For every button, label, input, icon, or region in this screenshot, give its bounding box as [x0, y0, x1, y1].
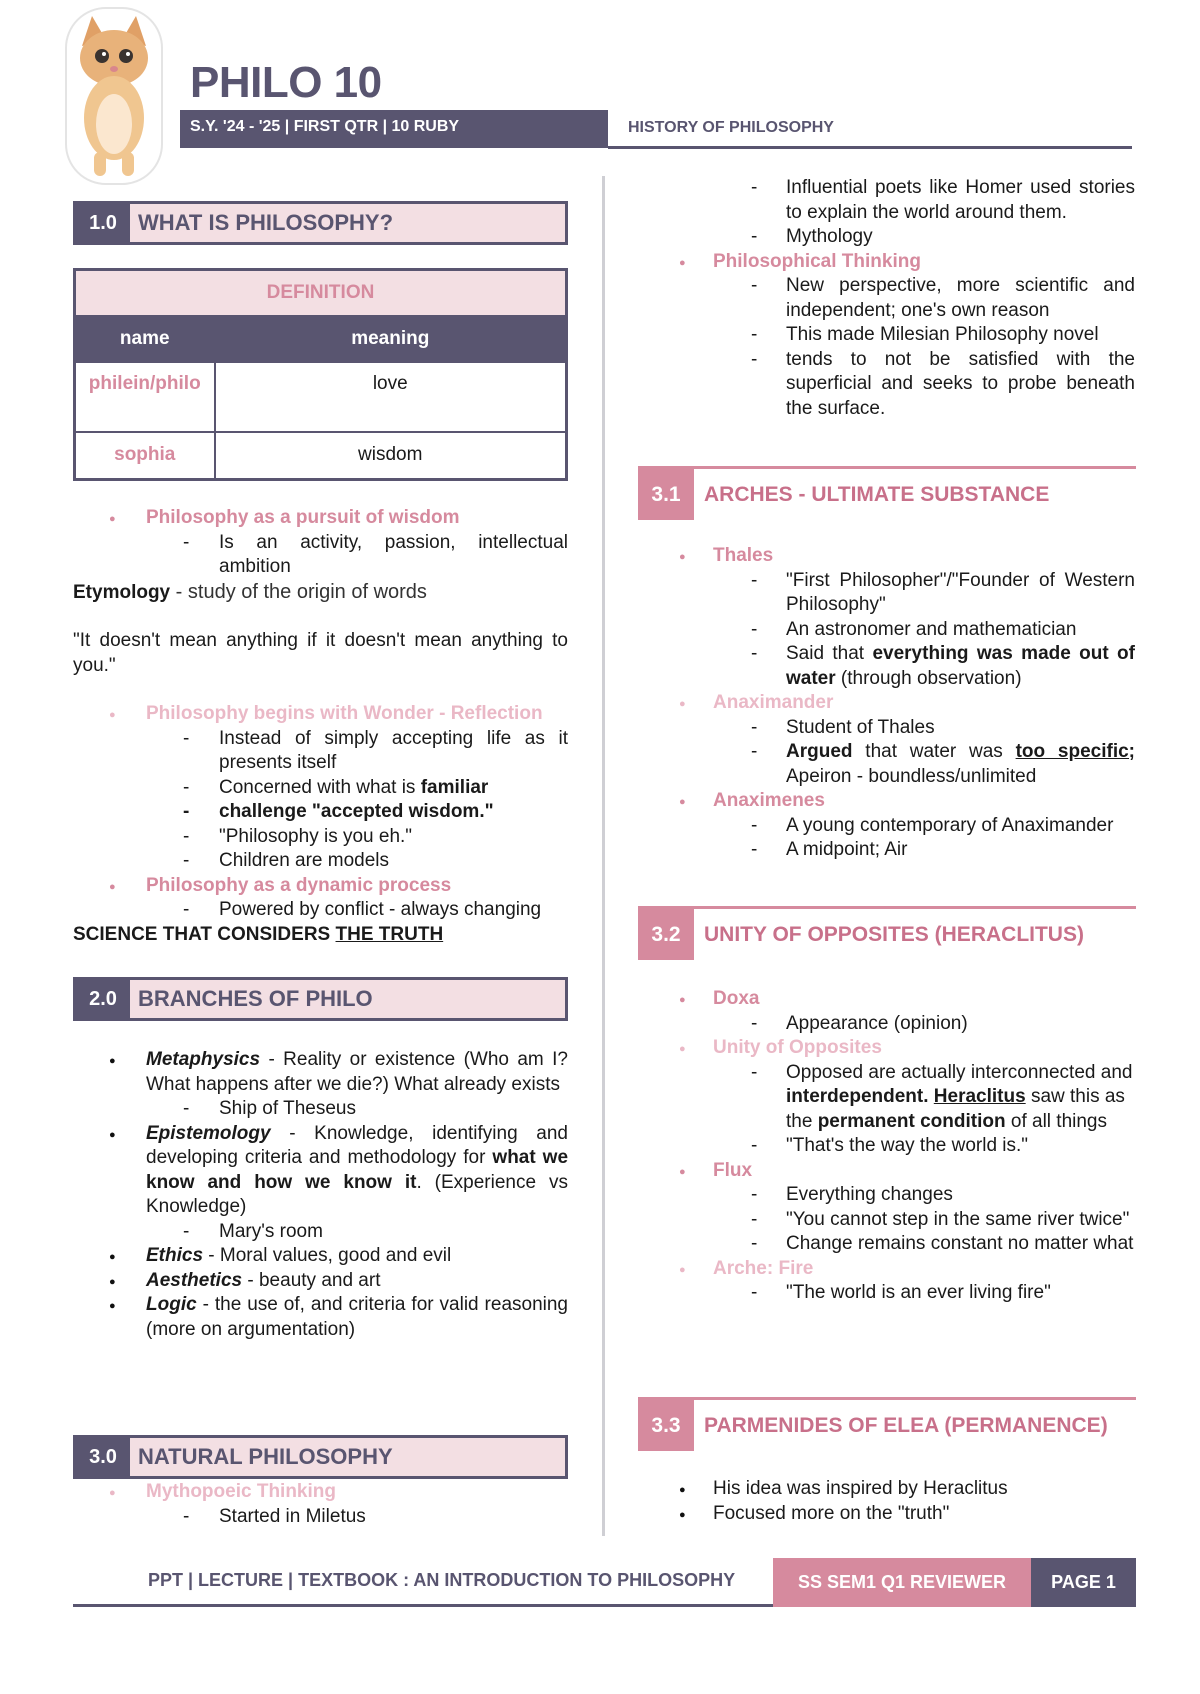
section-number: 3.3 — [638, 1400, 694, 1451]
text-run-bold-underlined: too specific; — [1015, 741, 1136, 762]
text-run: of all things — [1005, 1110, 1108, 1132]
section-number: 3.2 — [638, 909, 694, 960]
bullet-arche-fire: ● Arche: Fire — [676, 1257, 1135, 1282]
table-caption: DEFINITION — [75, 270, 567, 316]
term-cell: philein/philo — [75, 362, 215, 432]
list-item — [73, 776, 568, 801]
term-cell: sophia — [75, 432, 215, 480]
list-item: - "That's the way the world is." — [676, 1134, 1135, 1159]
branch-term: Epistemology — [146, 1122, 271, 1144]
footer-rule — [73, 1604, 773, 1607]
bullet-thales: ● Thales — [676, 544, 1135, 569]
text-run-bold: familiar — [420, 776, 489, 798]
bullet-wonder-reflection: ● Philosophy begins with Wonder - Reflection — [73, 702, 568, 727]
text-run: Concerned with what is — [219, 776, 421, 798]
branch-definition: - the use of, and criteria for valid reasoning (more on argumentation) — [146, 1294, 568, 1340]
header-topic: HISTORY OF PHILOSOPHY — [628, 119, 834, 136]
header-subtitle-bar: S.Y. '24 - '25 | FIRST QTR | 10 RUBY — [180, 110, 608, 148]
list-item: - challenge "accepted wisdom." — [73, 800, 568, 825]
list-item: - Ship of Theseus — [73, 1097, 568, 1122]
bullet-unity-of-opposites: ● Unity of Opposites — [676, 1036, 1135, 1061]
text-run: Said that — [786, 643, 873, 664]
header-rule — [608, 146, 1132, 149]
branch-term: Metaphysics — [146, 1049, 261, 1070]
text-run: that water was — [852, 741, 1016, 762]
section-number: 1.0 — [76, 204, 130, 242]
text-run-bold: what we know and how we know it — [146, 1147, 569, 1193]
science-line — [73, 923, 568, 948]
text-run: Apeiron - boundless/unlimited — [786, 765, 1037, 787]
meaning-cell: wisdom — [215, 432, 567, 480]
section-3-0-body-left — [73, 1480, 568, 1529]
section-header-1-0 — [73, 201, 568, 245]
list-item: - Instead of simply accepting life as it presents itself — [73, 727, 568, 776]
section-number: 3.0 — [76, 1438, 130, 1476]
list-item — [73, 1244, 568, 1269]
list-item — [73, 1122, 568, 1220]
list-item: - Is an activity, passion, intellectual ambition — [73, 531, 568, 580]
etymology-definition: - study of the origin of words — [170, 580, 427, 603]
list-item: - This made Milesian Philosophy novel — [676, 323, 1135, 348]
list-item — [73, 1048, 568, 1097]
text-run-bold: everything was made out of water — [786, 643, 1135, 689]
column-header-name: name — [75, 316, 215, 362]
table-row — [75, 432, 567, 480]
branch-definition: - Moral values, good and evil — [203, 1245, 452, 1266]
etymology-line — [73, 580, 568, 606]
text-run-bold: interdependent. — [786, 1086, 929, 1107]
list-item: - Everything changes — [676, 1183, 1135, 1208]
column-divider — [602, 176, 605, 1536]
document-title: PHILO 10 — [190, 58, 382, 107]
section-header-3-2 — [638, 906, 1136, 960]
bullet-doxa: ● Doxa — [676, 987, 1135, 1012]
bullet-pursuit-of-wisdom: ● Philosophy as a pursuit of wisdom — [73, 506, 568, 531]
text-run: . (Experience vs Knowledge) — [146, 1171, 568, 1217]
section-3-0-body-right — [676, 176, 1135, 421]
section-2-0-body — [73, 1048, 568, 1342]
section-title: ARCHES - ULTIMATE SUBSTANCE — [704, 482, 1050, 506]
footer-page-number: PAGE 1 — [1031, 1558, 1136, 1607]
section-header-2-0 — [73, 977, 568, 1021]
list-item — [676, 642, 1135, 691]
list-item: - Started in Miletus — [73, 1505, 568, 1530]
section-title: UNITY OF OPPOSITES (HERACLITUS) — [704, 922, 1084, 946]
branch-definition: - beauty and art — [242, 1269, 381, 1291]
section-title: NATURAL PHILOSOPHY — [138, 1444, 393, 1469]
quote: "It doesn't mean anything if it doesn't mean anything to you." — [73, 630, 568, 676]
list-item: - "Philosophy is you eh." — [73, 825, 568, 850]
list-item — [73, 1269, 568, 1294]
bullet-anaximander: ● Anaximander — [676, 691, 1135, 716]
list-item: - Student of Thales — [676, 716, 1135, 741]
list-item — [73, 1293, 568, 1342]
branch-term: Aesthetics — [146, 1269, 243, 1291]
bullet-flux: ● Flux — [676, 1159, 1135, 1184]
section-3-1-body — [676, 544, 1135, 863]
list-item: - Change remains constant no matter what — [676, 1232, 1135, 1257]
list-item — [676, 740, 1135, 789]
bullet-mythopoeic-thinking: ● Mythopoeic Thinking — [73, 1480, 568, 1505]
list-item: - A midpoint; Air — [676, 838, 1135, 863]
branch-term: Ethics — [146, 1245, 204, 1266]
section-title: PARMENIDES OF ELEA (PERMANENCE) — [704, 1413, 1108, 1437]
list-item: ● His idea was inspired by Heraclitus — [676, 1477, 1135, 1502]
branch-definition: - Knowledge, identifying and developing criteria and methodology for — [146, 1122, 568, 1168]
text-run-bold: Argued — [786, 741, 853, 762]
bullet-dynamic-process: ● Philosophy as a dynamic process — [73, 874, 568, 899]
list-item: - Mythology — [676, 225, 1135, 250]
list-item: ● Focused more on the "truth" — [676, 1502, 1135, 1527]
branch-term: Logic — [146, 1294, 197, 1315]
text-run-bold-underlined: Heraclitus — [933, 1086, 1026, 1107]
text-run: saw this as the — [786, 1086, 1125, 1132]
list-item: - Appearance (opinion) — [676, 1012, 1135, 1037]
section-header-3-3 — [638, 1397, 1136, 1451]
section-header-3-1 — [638, 466, 1136, 520]
list-item: - "First Philosopher"/"Founder of Western Philosophy" — [676, 569, 1135, 618]
branch-definition: - Reality or existence (Who am I? What happens after we die?) What already exists — [146, 1049, 568, 1095]
list-item: - Powered by conflict - always changing — [73, 898, 568, 923]
bullet-philosophical-thinking: ● Philosophical Thinking — [676, 250, 1135, 275]
cat-sticker-image — [64, 6, 164, 186]
list-item — [676, 1061, 1135, 1135]
list-item: - Mary's room — [73, 1220, 568, 1245]
list-item: - An astronomer and mathematician — [676, 618, 1135, 643]
section-3-2-body — [676, 987, 1135, 1306]
list-item: - Influential poets like Homer used stories to explain the world around them. — [676, 176, 1135, 225]
section-1-0-body — [73, 506, 568, 947]
etymology-term: Etymology — [73, 581, 171, 603]
footer-sources: PPT | LECTURE | TEXTBOOK : AN INTRODUCTION TO PHILOSOPHY — [148, 1570, 736, 1590]
footer-reviewer-label: SS SEM1 Q1 REVIEWER — [773, 1558, 1031, 1607]
text-run-bold: permanent condition — [817, 1110, 1006, 1132]
text-run: (through observation) — [835, 667, 1022, 689]
column-header-meaning: meaning — [215, 316, 567, 362]
list-item: - A young contemporary of Anaximander — [676, 814, 1135, 839]
bullet-anaximenes: ● Anaximenes — [676, 789, 1135, 814]
section-3-3-body — [676, 1477, 1135, 1526]
section-number: 3.1 — [638, 469, 694, 520]
text-run: SCIENCE THAT CONSIDERS — [73, 923, 336, 945]
table-row — [75, 362, 567, 432]
list-item: - tends to not be satisfied with the superficial and seeks to probe beneath the surface. — [676, 348, 1135, 422]
meaning-cell: love — [215, 362, 567, 432]
list-item: - New perspective, more scientific and independent; one's own reason — [676, 274, 1135, 323]
list-item: - "The world is an ever living fire" — [676, 1281, 1135, 1306]
section-title: BRANCHES OF PHILO — [138, 986, 373, 1011]
section-header-3-0 — [73, 1435, 568, 1479]
section-number: 2.0 — [76, 980, 130, 1018]
text-run-underlined: THE TRUTH — [335, 923, 444, 945]
list-item: - Children are models — [73, 849, 568, 874]
text-run: Opposed are actually interconnected and — [786, 1061, 1133, 1083]
definition-table — [73, 268, 568, 481]
section-title: WHAT IS PHILOSOPHY? — [138, 210, 394, 235]
list-item: - "You cannot step in the same river twice" — [676, 1208, 1135, 1233]
